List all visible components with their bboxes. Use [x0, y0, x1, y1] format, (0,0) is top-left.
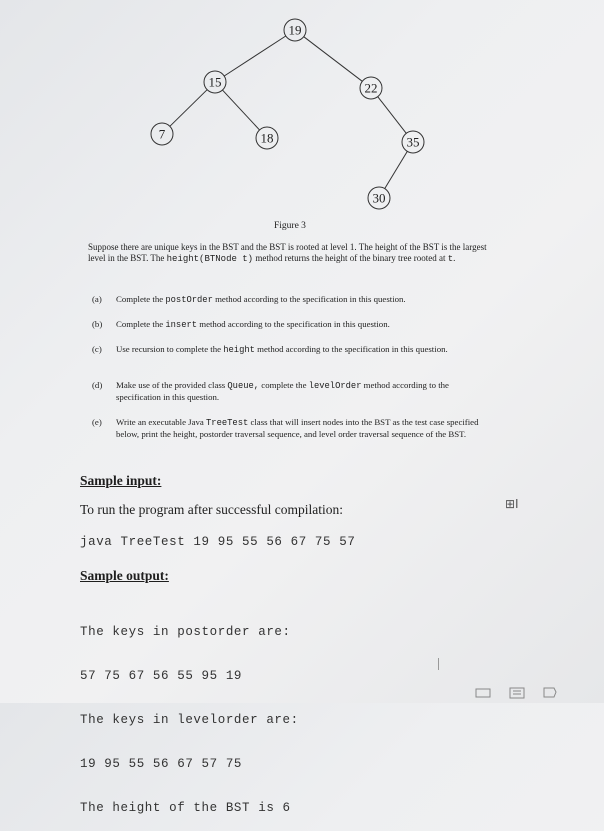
- text-cursor-icon: ⊞I: [505, 497, 519, 511]
- tree-node-label: 7: [158, 126, 166, 142]
- output-line: 19 95 55 56 67 57 75: [80, 757, 243, 771]
- tree-edge: [385, 151, 408, 188]
- tree-node-label: 15: [208, 74, 222, 90]
- sample-input-heading: Sample input:: [80, 473, 162, 488]
- tree-node-label: 19: [288, 22, 302, 38]
- sample-output-heading: Sample output:: [80, 568, 169, 583]
- question-d-label: (d): [92, 380, 103, 390]
- output-line: The keys in postorder are:: [80, 625, 291, 639]
- tree-node: [284, 19, 306, 41]
- window-icon: [476, 689, 490, 697]
- tree-edge: [224, 36, 286, 76]
- tree-node-label: 18: [260, 130, 274, 146]
- code-postorder: postOrder: [165, 295, 213, 305]
- bst-figure: [0, 0, 604, 215]
- code-levelorder: levelOrder: [308, 381, 362, 391]
- code-insert: insert: [165, 320, 198, 330]
- tree-node-label: 22: [364, 80, 378, 96]
- tree-node: [256, 127, 278, 149]
- output-line: The keys in levelorder are:: [80, 713, 299, 727]
- question-a-label: (a): [92, 294, 102, 304]
- code-queue: Queue,: [227, 381, 260, 391]
- tree-node: [360, 77, 382, 99]
- tree-node: [204, 71, 226, 93]
- edit-icon: [544, 688, 556, 697]
- tree-node-label: 35: [406, 134, 420, 150]
- sample-input-command: java TreeTest 19 95 55 56 67 75 57: [80, 535, 356, 549]
- code-t: t: [447, 254, 454, 265]
- tree-node: [368, 187, 390, 209]
- output-line: The height of the BST is 6: [80, 801, 291, 815]
- question-b-label: (b): [92, 319, 103, 329]
- output-line: 57 75 67 56 55 95 19: [80, 669, 243, 683]
- tree-node: [151, 123, 173, 145]
- sample-input-instruction: To run the program after successful compilation:: [80, 502, 343, 517]
- tree-edge: [378, 97, 406, 134]
- document-icon: [510, 688, 524, 698]
- caret-line: [438, 658, 439, 670]
- tree-edge: [304, 37, 363, 82]
- sample-output-block: [80, 597, 299, 831]
- tree-node: [402, 131, 424, 153]
- tree-node-label: 30: [372, 190, 386, 206]
- question-e-label: (e): [92, 417, 102, 427]
- tree-edge: [222, 90, 259, 130]
- tree-edge: [170, 90, 207, 127]
- question-c-label: (c): [92, 344, 102, 354]
- intro-paragraph: Suppose there are unique keys in the BST and the BST is rooted at level 1. The height of the BST is the largest level in the BST. The height(BTNode t) method returns the height of the binary tree rooted at t.: [88, 242, 487, 265]
- code-height: height: [223, 345, 255, 355]
- taskbar-icons: [470, 686, 600, 700]
- code-height-signature: height(BTNode t): [166, 254, 254, 265]
- code-treetest: TreeTest: [206, 418, 249, 428]
- figure-caption: Figure 3: [274, 221, 306, 231]
